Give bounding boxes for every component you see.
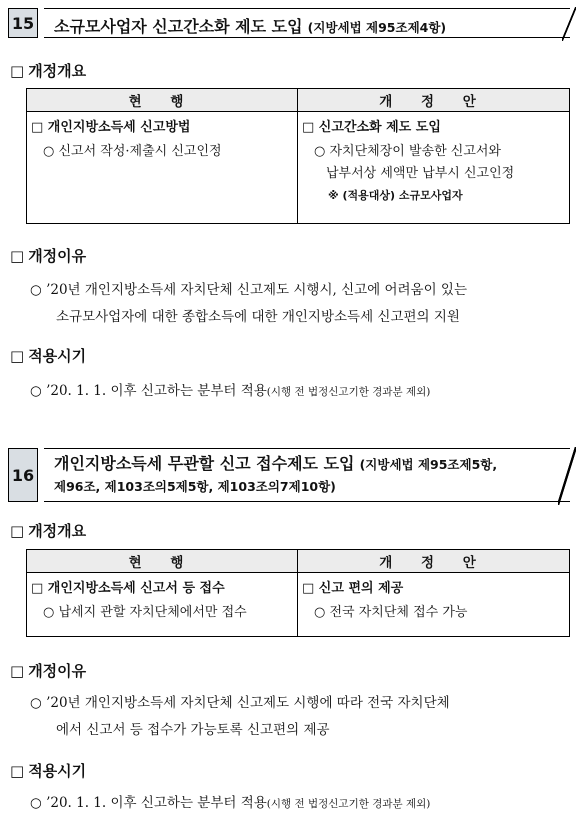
section-15-reason-text: ○ ’20년 개인지방소득세 자치단체 신고제도 시행시, 신고에 어려움이 있는 소규모사업자에 대한 종합소득에 대한 개인지방소득세 신고편의 지원 xyxy=(30,282,468,325)
section-15-number: 15 xyxy=(8,8,38,38)
square-icon: □ xyxy=(10,347,25,365)
square-icon: □ xyxy=(10,62,25,80)
current-head: □ 개인지방소득세 신고방법 xyxy=(31,120,191,135)
column-header-current: 현 행 xyxy=(27,89,298,112)
current-head: □ 개인지방소득세 신고서 등 접수 xyxy=(31,581,225,596)
proposed-head: □ 신고 편의 제공 xyxy=(302,581,404,596)
current-cell xyxy=(27,573,298,637)
section-16-apply-text: ○ ’20. 1. 1. 이후 신고하는 분부터 적용(시행 전 법정신고기한 경과분 제외) xyxy=(30,795,431,811)
title-slash-decoration xyxy=(558,447,576,505)
section-16-title: 개인지방소득세 무관할 신고 접수제도 도입 xyxy=(54,454,355,473)
section-15-overview-heading: □ 개정개요 xyxy=(10,62,87,80)
section-15-ref: (지방세법 제95조제4항) xyxy=(307,20,447,35)
proposed-note: ※ (적용대상) 소규모사업자 xyxy=(328,189,463,202)
section-16-number: 16 xyxy=(8,448,38,502)
section-16-title-bar xyxy=(8,448,570,502)
square-icon: □ xyxy=(10,762,25,780)
square-icon: □ xyxy=(10,247,25,265)
section-15-compare-table xyxy=(26,88,570,224)
section-15-apply-text: ○ ’20. 1. 1. 이후 신고하는 분부터 적용(시행 전 법정신고기한 경과분 제외) xyxy=(30,383,431,399)
proposed-item-1: ○ 자치단체장이 발송한 신고서와 xyxy=(314,144,501,159)
square-icon: □ xyxy=(10,522,25,540)
current-item: ○ 납세지 관할 자치단체에서만 접수 xyxy=(43,605,247,620)
section-15-title-bar xyxy=(8,8,570,38)
proposed-cell xyxy=(298,573,570,637)
current-item: ○ 신고서 작성·제출시 신고인정 xyxy=(43,144,222,159)
section-16-reason-text: ○ ’20년 개인지방소득세 자치단체 신고제도 시행에 따라 전국 자치단체 에서 신고서 등 접수가 가능토록 신고편의 제공 xyxy=(30,695,450,738)
section-15-reason-heading: □ 개정이유 xyxy=(10,247,87,265)
current-cell xyxy=(27,112,298,224)
proposed-item: ○ 전국 자치단체 접수 가능 xyxy=(314,605,468,620)
section-16-title-box: 개인지방소득세 무관할 신고 접수제도 도입 (지방세법 제95조제5항, 제96조, 제103조의5제5항, 제103조의7제10항) xyxy=(44,448,570,502)
section-16-overview-heading: □ 개정개요 xyxy=(10,522,87,540)
title-slash-decoration xyxy=(562,7,576,41)
section-16-apply-heading: □ 적용시기 xyxy=(10,762,87,780)
column-header-proposed: 개 정 안 xyxy=(298,89,570,112)
section-15-title-box xyxy=(44,8,570,38)
proposed-head: □ 신고간소화 제도 도입 xyxy=(302,120,441,135)
section-16-compare-table xyxy=(26,549,570,637)
square-icon: □ xyxy=(10,662,25,680)
proposed-cell xyxy=(298,112,570,224)
column-header-current: 현 행 xyxy=(27,550,298,573)
section-16-reason-heading: □ 개정이유 xyxy=(10,662,87,680)
column-header-proposed: 개 정 안 xyxy=(298,550,570,573)
section-15-title: 소규모사업자 신고간소화 제도 도입 xyxy=(54,17,303,36)
section-15-apply-heading: □ 적용시기 xyxy=(10,347,87,365)
proposed-item-2: 납부서상 세액만 납부시 신고인정 xyxy=(326,166,515,181)
